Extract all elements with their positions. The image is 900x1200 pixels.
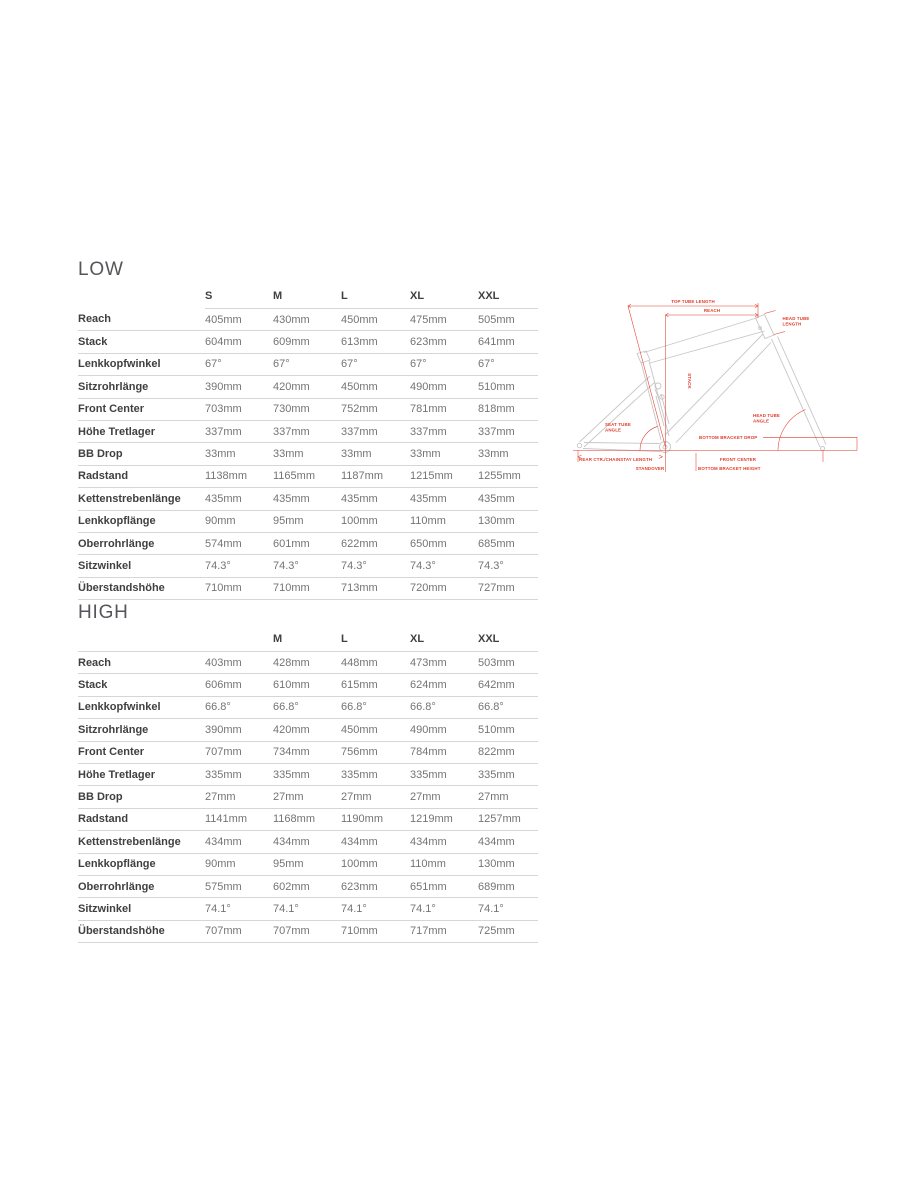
table-row [78, 510, 538, 532]
cell-value: 710mm [341, 920, 410, 942]
cell-value: 110mm [410, 853, 478, 875]
cell-value: 1141mm [205, 808, 273, 830]
label-bottom-bracket-drop: BOTTOM BRACKET DROP [699, 435, 758, 440]
column-header [205, 630, 273, 652]
cell-value: 430mm [273, 309, 341, 331]
dimension-lines [573, 303, 857, 472]
cell-value: 337mm [273, 420, 341, 442]
table-row [78, 696, 538, 718]
section-title-low: LOW [78, 259, 124, 280]
cell-value: 623mm [341, 875, 410, 897]
cell-value: 74.3° [273, 555, 341, 577]
row-label: Stack [78, 331, 205, 353]
dimension-labels [579, 299, 809, 471]
label-seat-tube-angle-1: SEAT TUBE [605, 422, 631, 427]
cell-value: 66.8° [205, 696, 273, 718]
table-row [78, 652, 538, 674]
cell-value: 1165mm [273, 465, 341, 487]
cell-value: 27mm [341, 786, 410, 808]
cell-value: 490mm [410, 719, 478, 741]
row-label: Reach [78, 309, 205, 331]
cell-value: 33mm [478, 443, 538, 465]
cell-value: 74.1° [273, 898, 341, 920]
table-row [78, 831, 538, 853]
cell-value: 434mm [205, 831, 273, 853]
cell-value: 707mm [273, 920, 341, 942]
cell-value: 335mm [410, 763, 478, 785]
row-label: Oberrohrlänge [78, 875, 205, 897]
cell-value: 623mm [410, 331, 478, 353]
cell-value: 575mm [205, 875, 273, 897]
cell-value: 74.3° [205, 555, 273, 577]
cell-value: 503mm [478, 652, 538, 674]
cell-value: 405mm [205, 309, 273, 331]
cell-value: 95mm [273, 510, 341, 532]
row-label: Radstand [78, 808, 205, 830]
cell-value: 390mm [205, 719, 273, 741]
row-label: Lenkkopfwinkel [78, 353, 205, 375]
cell-value: 703mm [205, 398, 273, 420]
cell-value: 27mm [205, 786, 273, 808]
cell-value: 420mm [273, 376, 341, 398]
column-header: L [341, 287, 410, 309]
table-row [78, 898, 538, 920]
cell-value: 90mm [205, 510, 273, 532]
cell-value: 428mm [273, 652, 341, 674]
cell-value: 403mm [205, 652, 273, 674]
table-row [78, 488, 538, 510]
cell-value: 720mm [410, 577, 478, 599]
cell-value: 33mm [410, 443, 478, 465]
cell-value: 707mm [205, 741, 273, 763]
label-standover: STANDOVER [635, 466, 665, 471]
cell-value: 335mm [205, 763, 273, 785]
label-stack: STACK [687, 373, 692, 389]
row-label: BB Drop [78, 443, 205, 465]
cell-value: 613mm [341, 331, 410, 353]
cell-value: 435mm [273, 488, 341, 510]
cell-value: 734mm [273, 741, 341, 763]
cell-value: 725mm [478, 920, 538, 942]
cell-value: 335mm [273, 763, 341, 785]
cell-value: 450mm [341, 719, 410, 741]
label-head-tube-length-2: LENGTH [782, 321, 802, 327]
table-row [78, 532, 538, 554]
row-label: Kettenstrebenlänge [78, 488, 205, 510]
table-row [78, 420, 538, 442]
cell-value: 33mm [341, 443, 410, 465]
table-row [78, 853, 538, 875]
table-row [78, 465, 538, 487]
cell-value: 435mm [410, 488, 478, 510]
cell-value: 66.8° [410, 696, 478, 718]
cell-value: 420mm [273, 719, 341, 741]
cell-value: 33mm [273, 443, 341, 465]
cell-value: 784mm [410, 741, 478, 763]
cell-value: 781mm [410, 398, 478, 420]
cell-value: 110mm [410, 510, 478, 532]
cell-value: 602mm [273, 875, 341, 897]
geometry-diagram [565, 290, 895, 482]
table-row [78, 443, 538, 465]
row-label: Sitzrohrlänge [78, 376, 205, 398]
cell-value: 27mm [410, 786, 478, 808]
cell-value: 510mm [478, 719, 538, 741]
cell-value: 66.8° [273, 696, 341, 718]
row-label: Kettenstrebenlänge [78, 831, 205, 853]
cell-value: 622mm [341, 532, 410, 554]
table-row [78, 555, 538, 577]
cell-value: 66.8° [478, 696, 538, 718]
cell-value: 337mm [410, 420, 478, 442]
cell-value: 435mm [341, 488, 410, 510]
row-label: Front Center [78, 741, 205, 763]
cell-value: 100mm [341, 853, 410, 875]
cell-value: 641mm [478, 331, 538, 353]
cell-value: 74.1° [341, 898, 410, 920]
cell-value: 713mm [341, 577, 410, 599]
cell-value: 727mm [478, 577, 538, 599]
row-label: Überstandshöhe [78, 577, 205, 599]
header-row [78, 630, 538, 652]
row-label: Reach [78, 652, 205, 674]
cell-value: 67° [410, 353, 478, 375]
cell-value: 685mm [478, 532, 538, 554]
label-head-tube-length-1: HEAD TUBE [782, 316, 810, 321]
label-head-tube-angle-1: HEAD TUBE [753, 413, 780, 418]
cell-value: 756mm [341, 741, 410, 763]
cell-value: 335mm [478, 763, 538, 785]
cell-value: 337mm [205, 420, 273, 442]
cell-value: 650mm [410, 532, 478, 554]
row-label: Höhe Tretlager [78, 420, 205, 442]
cell-value: 1168mm [273, 808, 341, 830]
cell-value: 624mm [410, 674, 478, 696]
cell-value: 450mm [341, 376, 410, 398]
row-label: Sitzwinkel [78, 898, 205, 920]
row-label: Stack [78, 674, 205, 696]
row-label: Lenkkopflänge [78, 853, 205, 875]
cell-value: 475mm [410, 309, 478, 331]
cell-value: 74.1° [478, 898, 538, 920]
cell-value: 689mm [478, 875, 538, 897]
cell-value: 490mm [410, 376, 478, 398]
cell-value: 1257mm [478, 808, 538, 830]
cell-value: 67° [273, 353, 341, 375]
row-label: Oberrohrlänge [78, 532, 205, 554]
cell-value: 67° [205, 353, 273, 375]
cell-value: 337mm [478, 420, 538, 442]
cell-value: 818mm [478, 398, 538, 420]
label-bottom-bracket-height: BOTTOM BRACKET HEIGHT [698, 466, 761, 471]
cell-value: 90mm [205, 853, 273, 875]
column-header: XXL [478, 287, 538, 309]
cell-value: 95mm [273, 853, 341, 875]
column-header: M [273, 630, 341, 652]
cell-value: 730mm [273, 398, 341, 420]
label-head-tube-angle-2: ANGLE [753, 418, 770, 424]
cell-value: 67° [341, 353, 410, 375]
table-row [78, 331, 538, 353]
cell-value: 130mm [478, 510, 538, 532]
cell-value: 601mm [273, 532, 341, 554]
label-reach: REACH [703, 308, 721, 314]
table-row [78, 398, 538, 420]
cell-value: 510mm [478, 376, 538, 398]
column-header: S [205, 287, 273, 309]
cell-value: 434mm [341, 831, 410, 853]
row-label: Überstandshöhe [78, 920, 205, 942]
cell-value: 335mm [341, 763, 410, 785]
cell-value: 27mm [478, 786, 538, 808]
cell-value: 615mm [341, 674, 410, 696]
table-row [78, 674, 538, 696]
row-label: Sitzrohrlänge [78, 719, 205, 741]
geometry-table-high [78, 630, 538, 943]
cell-value: 74.1° [205, 898, 273, 920]
cell-value: 574mm [205, 532, 273, 554]
row-label: Lenkkopfwinkel [78, 696, 205, 718]
table-row [78, 376, 538, 398]
table-row [78, 741, 538, 763]
cell-value: 752mm [341, 398, 410, 420]
cell-value: 717mm [410, 920, 478, 942]
label-top-tube-length: TOP TUBE LENGTH [671, 299, 715, 304]
cell-value: 434mm [478, 831, 538, 853]
row-label: Höhe Tretlager [78, 763, 205, 785]
row-label: Front Center [78, 398, 205, 420]
header-label-cell [78, 630, 205, 652]
column-header: XL [410, 630, 478, 652]
table-row [78, 309, 538, 331]
table-row [78, 353, 538, 375]
table-row [78, 808, 538, 830]
cell-value: 1219mm [410, 808, 478, 830]
column-header: L [341, 630, 410, 652]
cell-value: 66.8° [341, 696, 410, 718]
cell-value: 710mm [273, 577, 341, 599]
label-front-center: FRONT CENTER [719, 456, 757, 462]
row-label: Sitzwinkel [78, 555, 205, 577]
row-label: BB Drop [78, 786, 205, 808]
table-row [78, 577, 538, 599]
cell-value: 1255mm [478, 465, 538, 487]
cell-value: 642mm [478, 674, 538, 696]
cell-value: 1190mm [341, 808, 410, 830]
geometry-table-low [78, 287, 538, 600]
table-row [78, 920, 538, 942]
cell-value: 707mm [205, 920, 273, 942]
cell-value: 434mm [410, 831, 478, 853]
cell-value: 100mm [341, 510, 410, 532]
header-row [78, 287, 538, 309]
cell-value: 435mm [478, 488, 538, 510]
cell-value: 473mm [410, 652, 478, 674]
column-header: XXL [478, 630, 538, 652]
cell-value: 1215mm [410, 465, 478, 487]
row-label: Radstand [78, 465, 205, 487]
cell-value: 610mm [273, 674, 341, 696]
table-row [78, 719, 538, 741]
cell-value: 74.3° [478, 555, 538, 577]
column-header: XL [410, 287, 478, 309]
cell-value: 710mm [205, 577, 273, 599]
table-row [78, 786, 538, 808]
cell-value: 74.3° [410, 555, 478, 577]
cell-value: 434mm [273, 831, 341, 853]
label-seat-tube-angle-2: ANGLE [605, 427, 622, 433]
label-rear-ctr-chainstay: REAR CTR./CHAINSTAY LENGTH [579, 456, 653, 462]
cell-value: 130mm [478, 853, 538, 875]
cell-value: 435mm [205, 488, 273, 510]
cell-value: 74.3° [341, 555, 410, 577]
cell-value: 604mm [205, 331, 273, 353]
cell-value: 1187mm [341, 465, 410, 487]
cell-value: 505mm [478, 309, 538, 331]
cell-value: 33mm [205, 443, 273, 465]
table-row [78, 875, 538, 897]
table-row [78, 763, 538, 785]
cell-value: 390mm [205, 376, 273, 398]
cell-value: 609mm [273, 331, 341, 353]
cell-value: 822mm [478, 741, 538, 763]
cell-value: 74.1° [410, 898, 478, 920]
header-label-cell [78, 287, 205, 309]
cell-value: 337mm [341, 420, 410, 442]
column-header: M [273, 287, 341, 309]
cell-value: 651mm [410, 875, 478, 897]
cell-value: 448mm [341, 652, 410, 674]
cell-value: 1138mm [205, 465, 273, 487]
cell-value: 450mm [341, 309, 410, 331]
cell-value: 67° [478, 353, 538, 375]
section-title-high: HIGH [78, 602, 129, 623]
cell-value: 27mm [273, 786, 341, 808]
cell-value: 606mm [205, 674, 273, 696]
row-label: Lenkkopflänge [78, 510, 205, 532]
